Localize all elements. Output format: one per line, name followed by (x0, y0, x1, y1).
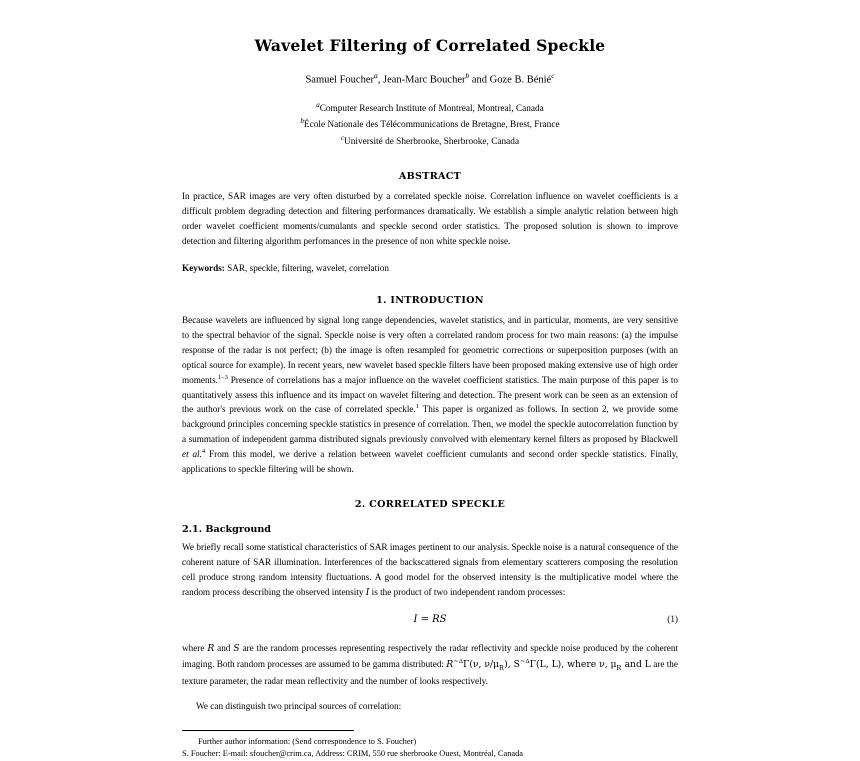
intro-text-c: This paper is organized as follows. In section 2, we provide some background principles concerning speckle statistics in presence of correlation. Then, we model the speckle autocorrelation function by a summation of independent gamma distributed signals previously convolved with elementary kernel filters as proposed by Blackwell (182, 404, 678, 445)
symbol-S: S (233, 642, 240, 654)
paper-content-column (182, 0, 678, 761)
symbol-R-2: R (446, 658, 454, 670)
affiliation-text: Computer Research Institute of Montreal, Montreal, Canada (319, 103, 544, 114)
affiliation-item (182, 100, 678, 117)
author-2: Jean-Marc Boucher (382, 74, 466, 86)
sec21-p2-a: where (182, 642, 208, 653)
author-2-affil-marker: b (465, 71, 470, 80)
affiliation-marker: b (300, 117, 304, 126)
citation-ref-4: 4 (201, 448, 206, 456)
author-1: Samuel Foucher (305, 74, 374, 86)
equation-1: I = RS (413, 613, 447, 625)
mu-R-subscript-1: R (499, 662, 505, 672)
author-1-affil-marker: a (373, 71, 378, 80)
footnote-block (182, 736, 678, 761)
author-sep-1: , (377, 74, 383, 86)
citation-ref-1: 1 (415, 403, 420, 411)
affiliation-text: École Nationale des Télécommunications de Bretagne, Brest, France (303, 120, 560, 131)
section-1-heading: 1. INTRODUCTION (376, 294, 484, 306)
section-2-1-paragraph-3: We can distinguish two principal sources of correlation: (196, 700, 402, 711)
symbol-R: R (207, 642, 215, 654)
gamma-expr-1b: ), S (504, 658, 520, 670)
footnote-separator (182, 730, 354, 731)
author-3-affil-marker: c (551, 71, 555, 80)
sec21-p2-and: and (214, 642, 234, 653)
et-al: et al. (182, 449, 202, 460)
distributed-as-marker-1: ∼Δ (453, 657, 463, 665)
equation-1-number: (1) (667, 613, 678, 624)
gamma-expr-3: and L (621, 658, 651, 670)
mu-R-subscript-2: R (616, 662, 622, 672)
subsection-2-1-heading: 2.1. Background (182, 524, 272, 536)
intro-text-a: Because wavelets are influenced by signal long range dependencies, wavelet statistics, and in particular, moments, are very sensitive to the spectral behavior of the signal. Speckle noise is very often a correlated random process for two main reasons: (a) the impulse response of the radar is not perfect; (b) the image is often resampled for geometric corrections or superposition purposes (with an optical source for example). In recent years, new wavelet based speckle filters have been proposed making extensive use of high order moments. (182, 314, 678, 385)
keywords-line (182, 263, 678, 273)
affiliation-list (182, 100, 678, 150)
page-title: Wavelet Filtering of Correlated Speckle (254, 36, 606, 55)
affiliation-marker: c (340, 133, 345, 142)
affiliation-item (182, 116, 678, 133)
equation-1-line (182, 614, 678, 628)
sec21-text-b: is the product of two independent random processes: (369, 586, 566, 597)
author-sep-2: and (469, 74, 490, 86)
keywords-label: Keywords: (182, 262, 225, 273)
abstract-heading: ABSTRACT (398, 171, 462, 183)
keywords-text: SAR, speckle, filtering, wavelet, correlation (224, 262, 389, 273)
footnote-line-2: S. Foucher: E-mail: sfoucher@crim.ca, Address: CRIM, 550 rue sherbrooke Ouest, Montréal, Canada (182, 749, 524, 759)
sec21-p2-c: are the texture parameter, the radar mean reflectivity and the number of looks respectively. (182, 658, 678, 686)
section-2-heading: 2. CORRELATED SPECKLE (354, 499, 506, 511)
section-2-1-paragraph-1 (182, 540, 678, 601)
section-2-1-paragraph-2 (182, 641, 678, 689)
affiliation-item (182, 133, 678, 150)
intro-text-d: From this model, we derive a relation between wavelet coefficient cumulants and second order speckle statistics. Finally, applications to speckle filtering will be shown. (182, 449, 678, 475)
section-1-paragraph-1 (182, 313, 678, 477)
affiliation-text: Université de Sherbrooke, Sherbrooke, Canada (344, 136, 520, 147)
gamma-expr-2: Γ(L, L), where ν, μ (529, 658, 617, 670)
sec21-text-a: We briefly recall some statistical characteristics of SAR images pertinent to our analysis. Speckle noise is a natural consequence of the coherent nature of SAR illumination. Interferences of the backscattered signals from elementary scatterers composing the resolution cell produce strong random intensity fluctuations. A good model for the observed intensity is the multiplicative model where the random process describing the observed intensity (182, 542, 678, 597)
affiliation-marker: a (316, 100, 320, 109)
sec21-p2-b: are the random processes representing respectively the radar reflectivity and speckle noise produced by the coherent imaging. Both random processes are assumed to be gamma distributed: (182, 642, 678, 669)
footnote-line-1: Further author information: (Send correspondence to S. Foucher) (198, 736, 417, 746)
gamma-expr-1: Γ(ν, ν/μ (462, 658, 500, 670)
abstract-text: In practice, SAR images are very often disturbed by a correlated speckle noise. Correlation influence on wavelet coefficients is a difficult problem degrading detection and filtering performances dramatically. We establish a simple analytic relation between high order wavelet coefficient moments/cumulants and speckle second order statistics. The proposed solution is shown to improve detection and filtering algorithm perfomances in the presence of non white speckle noise. (182, 191, 678, 247)
author-3: Goze B. Bénié (489, 74, 552, 86)
symbol-I: I (365, 586, 370, 598)
author-list (182, 71, 678, 88)
intro-text-b: Presence of correlations has a major influence on the wavelet coefficient statistics. The main purpose of this paper is to quantitatively assess this influence and its impact on wavelet filtering and detection. The present work can be seen as an extension of the author's previous work on the case of correlated speckle. (182, 374, 678, 415)
citation-ref-1-3: 1–3 (217, 373, 228, 381)
distributed-as-marker-2: ∼Δ (519, 657, 530, 665)
